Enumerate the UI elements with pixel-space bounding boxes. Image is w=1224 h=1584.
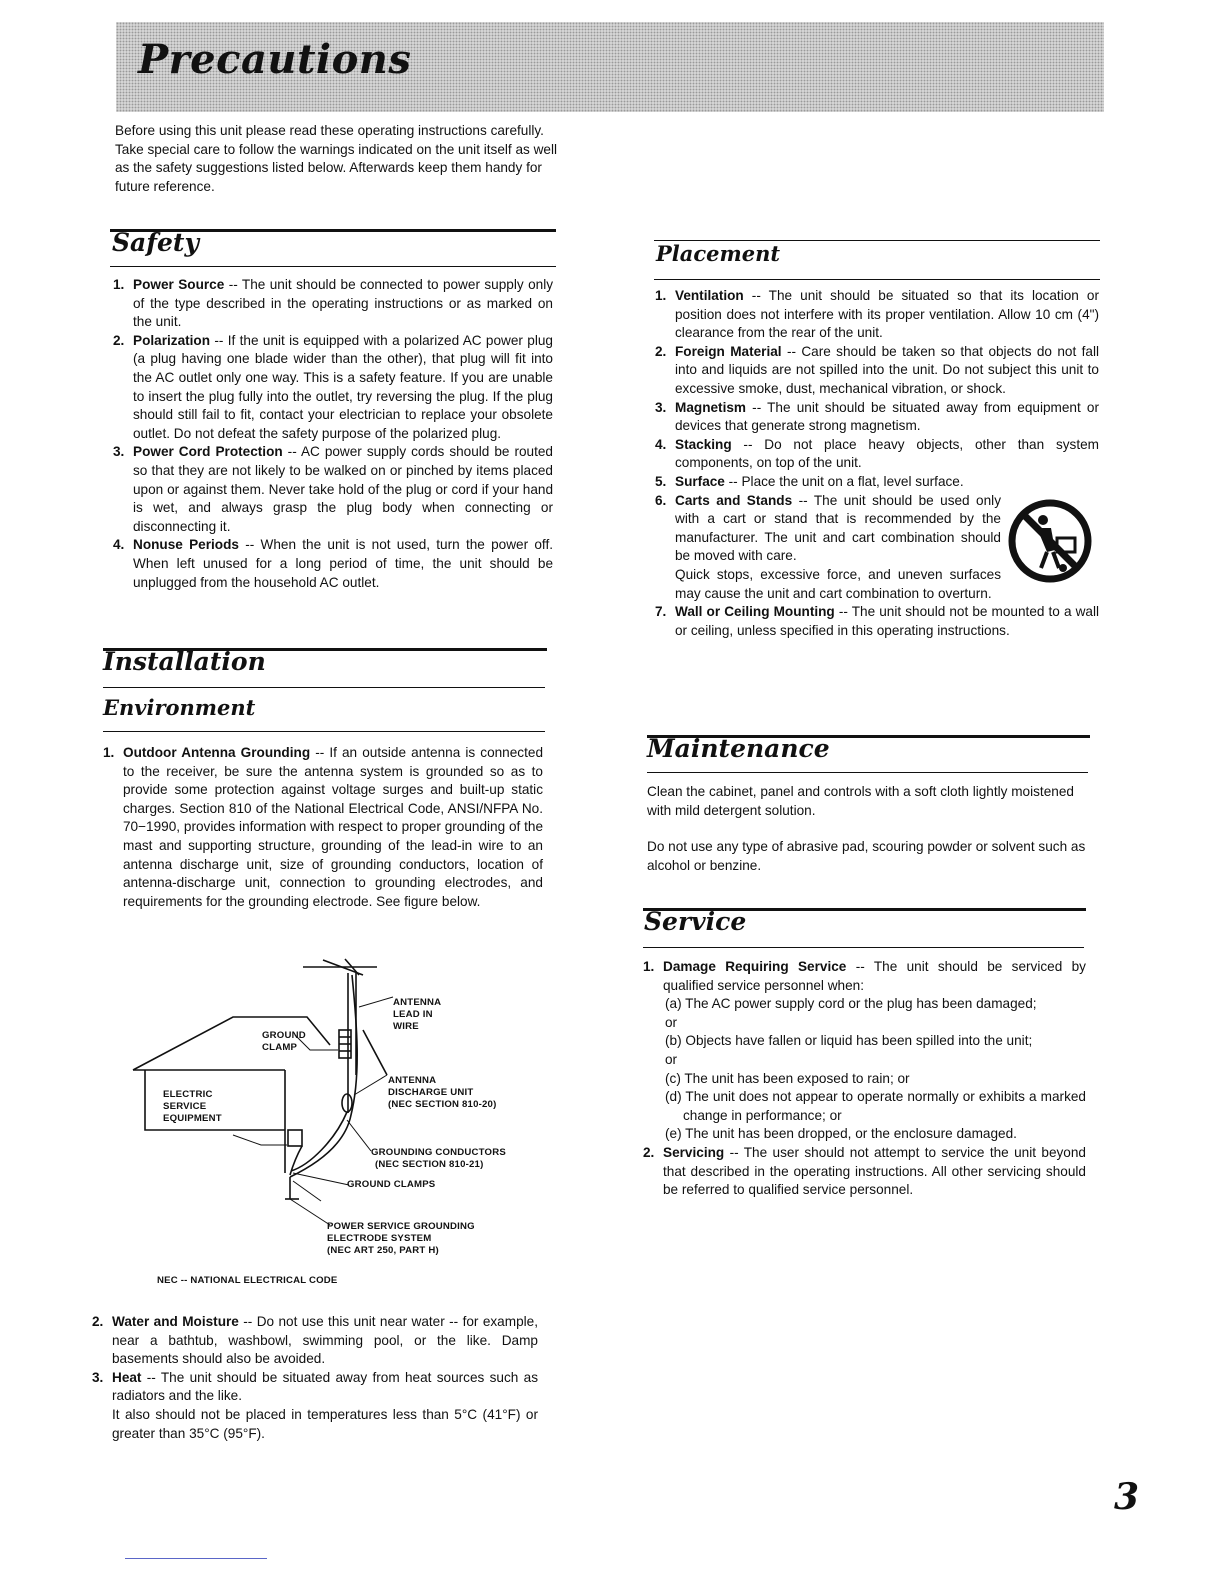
environment-heading: Environment	[103, 695, 256, 720]
label-grounding-conductors: GROUNDING CONDUCTORS (NEC SECTION 810-21)	[371, 1147, 506, 1170]
list-item: 1. Ventilation -- The unit should be situated so that its location or position does not interfere with its proper ventilation. Allow 10 cm (4") clearance from the rear of the unit.	[655, 288, 1099, 341]
condition-item: (d) The unit does not appear to operate normally or exhibits a marked change in performance; or	[665, 1089, 1086, 1123]
condition-item: (a) The AC power supply cord or the plug has been damaged;	[665, 996, 1037, 1012]
condition-item: (b) Objects have fallen or liquid has been spilled into the unit;	[665, 1033, 1033, 1049]
placement-list	[655, 287, 1099, 640]
list-item: 2. Foreign Material -- Care should be taken so that objects do not fall into and liquids are not spilled into the unit. Do not subject this unit to excessive smoke, dust, mechanical vibration, or shock.	[655, 343, 1099, 396]
placement-bottom-rule	[654, 279, 1100, 280]
list-item: 4. Nonuse Periods -- When the unit is not used, turn the power off. When left unused for a long period of time, the unit should be unplugged from the household AC outlet.	[113, 537, 553, 590]
safety-heading: Safety	[112, 228, 199, 257]
list-item: 2. Servicing -- The user should not attempt to service the unit beyond that described in the operating instructions. All other servicing should be referred to qualified service personnel.	[643, 1144, 1086, 1198]
maintenance-bottom-rule	[647, 772, 1088, 773]
service-heading: Service	[644, 907, 747, 936]
cart-warning-icon	[1007, 498, 1093, 584]
environment-item-1	[103, 744, 543, 911]
label-ground-clamp: GROUND CLAMP	[262, 1030, 306, 1053]
maintenance-heading: Maintenance	[647, 734, 830, 763]
list-item: 3. Magnetism -- The unit should be situated away from equipment or devices that generate strong magnetism.	[655, 399, 1099, 434]
list-item: 3. Heat -- The unit should be situated away from heat sources such as radiators and the like. It also should not be placed in temperatures less than 5°C (41°F) or greater than 35°C (95°F).	[92, 1369, 538, 1441]
list-item: 4. Stacking -- Do not place heavy objects, other than system components, on top of the unit.	[655, 436, 1099, 471]
safety-list	[113, 276, 553, 592]
condition-item: (e) The unit has been dropped, or the enclosure damaged.	[665, 1126, 1017, 1142]
list-item: 3. Power Cord Protection -- AC power supply cords should be routed so that they are not likely to be walked on or pinched by items placed upon or against them. Never take hold of the plug or cord if your hand is wet, and always grasp the plug body when connecting or disconnecting it.	[113, 444, 553, 534]
environment-rule	[103, 731, 545, 732]
antenna-grounding-diagram	[125, 955, 565, 1295]
page-title: Precautions	[138, 36, 412, 83]
list-item: 6. Carts and Stands -- The unit should be used only with a cart or stand that is recommended by the manufacturer. The unit and cart combination should be moved with care. Quick stops, excessive force, and uneven surfaces may cause the unit and cart combination to overturn.	[655, 492, 1099, 604]
maintenance-p2: Do not use any type of abrasive pad, scouring powder or solvent such as alcohol or benzine.	[647, 839, 1086, 873]
or-word: or	[665, 1014, 678, 1030]
list-item: 5. Surface -- Place the unit on a flat, level surface.	[655, 473, 964, 489]
label-electric-service: ELECTRIC SERVICE EQUIPMENT	[163, 1089, 222, 1124]
list-item: 2. Water and Moisture -- Do not use this unit near water -- for example, near a bathtub, washbowl, swimming pool, or the like. Damp basements should also be avoided.	[92, 1314, 538, 1367]
or-word: or	[665, 1051, 678, 1067]
label-antenna-lead-in: ANTENNA LEAD IN WIRE	[393, 997, 442, 1032]
maintenance-p1: Clean the cabinet, panel and controls with a soft cloth lightly moistened with mild detergent solution.	[647, 784, 1074, 818]
label-discharge-unit: ANTENNA DISCHARGE UNIT (NEC SECTION 810-20)	[388, 1075, 497, 1110]
list-item: 1. Damage Requiring Service -- The unit should be serviced by qualified service personnel when: (a) The AC power supply cord or the plug has been damaged; or (b) Objects have fallen or liquid has been spilled into the unit; or (c) The unit has been exposed to rain; or (d) The unit does not appear to operate normally or exhibits a marked change in performance; or (e) The unit has been dropped, or the enclosure damaged.	[643, 958, 1086, 1144]
page-number: 3	[1114, 1476, 1140, 1518]
service-bottom-rule	[643, 947, 1084, 948]
placement-heading: Placement	[656, 241, 781, 266]
label-power-service: POWER SERVICE GROUNDING ELECTRODE SYSTEM (NEC ART 250, PART H)	[327, 1221, 475, 1256]
intro-text: Before using this unit please read these operating instructions carefully. Take special care to follow the warnings indicated on the unit itself as well as the safety suggestions listed below. Afterwards keep them handy for future reference.	[115, 123, 558, 194]
list-item: 1. Power Source -- The unit should be connected to power supply only of the type described in the operating instructions or as marked on the unit.	[113, 277, 554, 330]
list-item: 1. Outdoor Antenna Grounding -- If an outside antenna is connected to the receiver, be sure the antenna system is grounded so as to provide some protection against voltage surges and built-up static charges. Section 810 of the National Electrical Code, ANSI/NFPA No. 70−1990, provides information with respect to proper grounding of the mast and supporting structure, grounding of the lead-in wire to an antenna discharge unit, size of grounding conductors, location of antenna-discharge unit, connection to grounding electrodes, and requirements for the grounding electrode. See figure below.	[103, 745, 543, 909]
service-list	[643, 958, 1086, 1200]
bottom-divider	[125, 1558, 267, 1559]
label-ground-clamps: GROUND CLAMPS	[347, 1179, 436, 1190]
label-nec-note: NEC -- NATIONAL ELECTRICAL CODE	[157, 1275, 338, 1286]
intro-paragraph	[115, 122, 561, 196]
condition-item: (c) The unit has been exposed to rain; or	[665, 1070, 910, 1086]
installation-bottom-rule	[103, 687, 545, 688]
safety-bottom-rule	[110, 266, 556, 267]
installation-heading: Installation	[103, 647, 266, 676]
environment-items-after	[92, 1313, 538, 1443]
list-item: 7. Wall or Ceiling Mounting -- The unit should not be mounted to a wall or ceiling, unless specified in this operating instructions.	[655, 604, 1099, 638]
list-item: 2. Polarization -- If the unit is equipped with a polarized AC power plug (a plug having one blade wider than the other), that plug will fit into the AC outlet only one way. This is a safety feature. If you are unable to insert the plug fully into the outlet, try reversing the plug. If the plug should still fail to fit, contact your electrician to replace your obsolete outlet. Do not defeat the safety purpose of the polarized plug.	[113, 332, 553, 441]
maintenance-body	[647, 783, 1091, 875]
service-conditions	[663, 995, 1086, 1144]
